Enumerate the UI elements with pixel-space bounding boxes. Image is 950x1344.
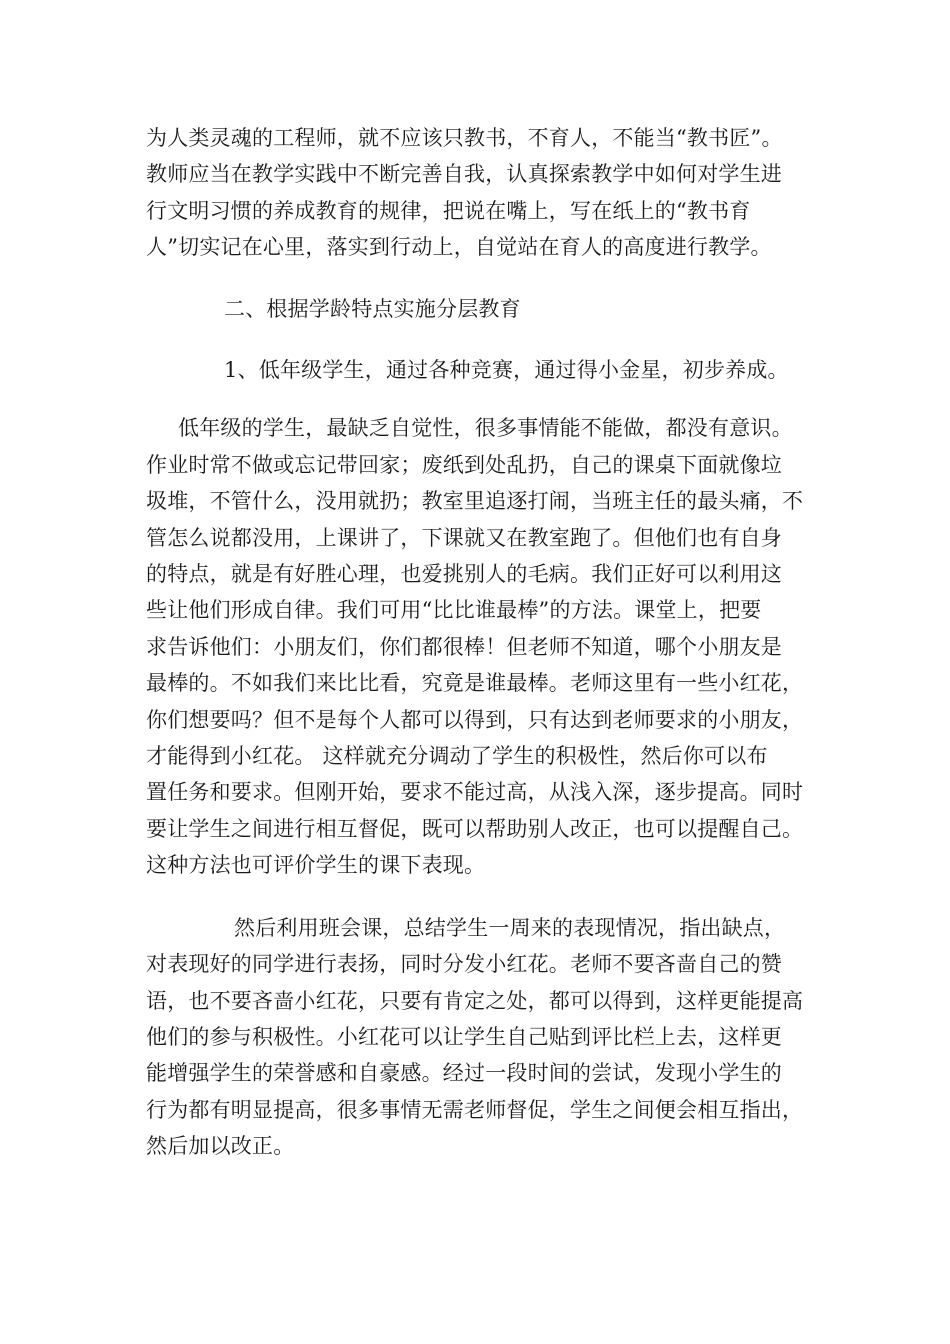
text-line: 教师应当在教学实践中不断完善自我，认真探索教学中如何对学生进: [146, 162, 782, 186]
text-line: 低年级的学生，最缺乏自觉性，很多事情能不能做，都没有意识。: [178, 416, 793, 440]
text-line: 你们想要吗？但不是每个人都可以得到，只有达到老师要求的小朋友，: [146, 708, 804, 732]
text-line: 些让他们形成自律。我们可用“比比谁最棒”的方法。课堂上，把要: [146, 598, 762, 622]
text-line: 行文明习惯的养成教育的规律，把说在嘴上，写在纸上的“教书育: [146, 199, 751, 223]
text-line: 然后加以改正。: [146, 1134, 295, 1158]
text-line: 最棒的。不如我们来比比看，究竟是谁最棒。老师这里有一些小红花，: [146, 671, 804, 695]
text-line: 要让学生之间进行相互督促，既可以帮助别人改正，也可以提醒自己。: [146, 817, 804, 841]
text-line: 才能得到小红花。 这样就充分调动了学生的积极性，然后你可以布: [146, 744, 768, 768]
text-line: 置任务和要求。但刚开始，要求不能过高，从浅入深，逐步提高。同时: [146, 780, 804, 804]
text-line: 这种方法也可评价学生的课下表现。: [146, 853, 486, 877]
text-line: 的特点，就是有好胜心理，也爱挑别人的毛病。我们正好可以利用这: [146, 562, 782, 586]
text-line: 人”切实记在心里，落实到行动上，自觉站在育人的高度进行教学。: [146, 235, 772, 259]
section-heading: 二、根据学龄特点实施分层教育: [224, 297, 521, 321]
text-line: 圾堆，不管什么，没用就扔；教室里追逐打闹，当班主任的最头痛，不: [146, 489, 804, 513]
text-line: 语，也不要吝啬小红花，只要有肯定之处，都可以得到，这样更能提高: [146, 989, 804, 1013]
subsection-heading: 1、低年级学生，通过各种竞赛，通过得小金星，初步养成。: [224, 358, 789, 382]
text-line: 行为都有明显提高，很多事情无需老师督促，学生之间便会相互指出，: [146, 1098, 804, 1122]
text-line: 管怎么说都没用，上课讲了，下课就又在教室跑了。但他们也有自身: [146, 526, 782, 550]
text-line: 能增强学生的荣誉感和自豪感。经过一段时间的尝试，发现小学生的: [146, 1061, 782, 1085]
text-line: 作业时常不做或忘记带回家；废纸到处乱扔，自己的课桌下面就像垃: [146, 453, 782, 477]
text-line: 然后利用班会课，总结学生一周来的表现情况，指出缺点，: [234, 916, 786, 940]
text-line: 对表现好的同学进行表扬，同时分发小红花。老师不要吝啬自己的赞: [146, 952, 782, 976]
text-line: 求告诉他们：小朋友们，你们都很棒！但老师不知道，哪个小朋友是: [146, 635, 782, 659]
text-line: 为人类灵魂的工程师，就不应该只教书，不育人，不能当“教书匠”。: [146, 126, 783, 150]
text-line: 他们的参与积极性。小红花可以让学生自己贴到评比栏上去，这样更: [146, 1025, 782, 1049]
